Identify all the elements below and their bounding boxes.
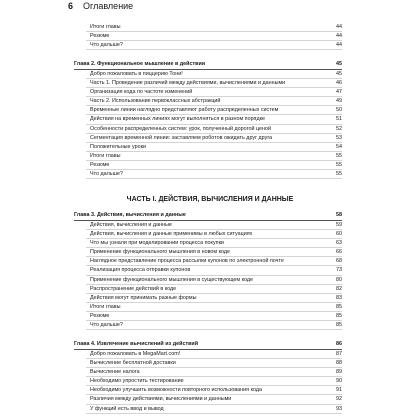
- chapter-heading[interactable]: Глава 2. Функциональное мышление в действии 45: [74, 60, 342, 70]
- toc-entry[interactable]: Добро пожаловать в MegaMart.com! 87: [86, 350, 342, 359]
- toc-entry[interactable]: Действия могут принимать разные формы 83: [86, 294, 342, 303]
- toc-entry[interactable]: Применение функционального мышления в существующем коде 80: [86, 276, 342, 285]
- toc-entry[interactable]: Сегментация временной линии: заставляем роботов ожидать друг друга 53: [86, 134, 342, 143]
- toc-entry[interactable]: Применение функционального мышления в новом коде 66: [86, 248, 342, 257]
- toc-entry[interactable]: Вычисление налога 89: [86, 368, 342, 377]
- toc-entry[interactable]: Организация кода по частоте изменений 47: [86, 88, 342, 97]
- toc-block-top: [86, 23, 342, 50]
- toc-entry[interactable]: Итоги главы 55: [86, 152, 342, 161]
- toc-entry[interactable]: Наглядное представление процесса рассылки купонов по электронной почте 68: [86, 257, 342, 266]
- page-number: 6: [68, 1, 74, 11]
- toc-entry[interactable]: Действия на временных линиях могут выполняться в разном порядке 51: [86, 115, 342, 124]
- toc-entry[interactable]: У функций есть ввод и вывод 93: [86, 405, 342, 414]
- chapter-heading[interactable]: Глава 3. Действия, вычисления и данные 58: [74, 211, 342, 221]
- toc-entry[interactable]: Итоги главы 44: [86, 23, 342, 32]
- toc-chapter-2: [74, 60, 342, 179]
- toc-entry[interactable]: Реализация процесса отправки купонов 73: [86, 266, 342, 275]
- toc-entry[interactable]: Что дальше? 44: [86, 41, 342, 50]
- toc-entry[interactable]: Итоги главы 85: [86, 303, 342, 312]
- part-heading: ЧАСТЬ I. ДЕЙСТВИЯ, ВЫЧИСЛЕНИЯ И ДАННЫЕ: [126, 196, 294, 203]
- toc-entry[interactable]: Резюме 85: [86, 312, 342, 321]
- toc-entry[interactable]: Что дальше? 55: [86, 170, 342, 179]
- toc-entry[interactable]: Особенности распределенных систем: урок, полученный дорогой ценой 52: [86, 125, 342, 134]
- toc-entry[interactable]: Резюме 44: [86, 32, 342, 41]
- toc-chapter-4: [74, 340, 342, 414]
- toc-entry[interactable]: Что мы узнали при моделировании процесса покупки 63: [86, 239, 342, 248]
- toc-entry[interactable]: Различия между действиями, вычислениями и данными 92: [86, 395, 342, 404]
- toc-entry[interactable]: Распространение действий в коде 82: [86, 285, 342, 294]
- toc-entry[interactable]: Резюме 55: [86, 161, 342, 170]
- toc-entry[interactable]: Вычисление бесплатной доставки 88: [86, 359, 342, 368]
- toc-entry[interactable]: Что дальше? 85: [86, 321, 342, 330]
- page-header: [68, 1, 133, 11]
- toc-entry[interactable]: Временные линии наглядно представляют работу распределенных систем 50: [86, 106, 342, 115]
- chapter-heading[interactable]: Глава 4. Извлечение вычислений из действий 86: [74, 340, 342, 350]
- toc-entry[interactable]: Положительные уроки 54: [86, 143, 342, 152]
- toc-entry[interactable]: Часть 2. Использование первоклассных абстракций 49: [86, 97, 342, 106]
- toc-chapter-3: [74, 211, 342, 330]
- page-title: Оглавление: [83, 1, 134, 11]
- toc-entry[interactable]: Необходимо улучшить возможности повторного использования кода 91: [86, 386, 342, 395]
- toc-entry[interactable]: Действия, вычисления и данные 59: [86, 221, 342, 230]
- toc-entry[interactable]: Необходимо упростить тестирование 90: [86, 377, 342, 386]
- toc-entry[interactable]: Часть 1. Проведение различий между действиями, вычислениями и данными 46: [86, 79, 342, 88]
- toc-entry[interactable]: Действия, вычисления и данные применимы в любых ситуациях 60: [86, 230, 342, 239]
- toc-entry[interactable]: Добро пожаловать в пиццерию Тони! 45: [86, 70, 342, 79]
